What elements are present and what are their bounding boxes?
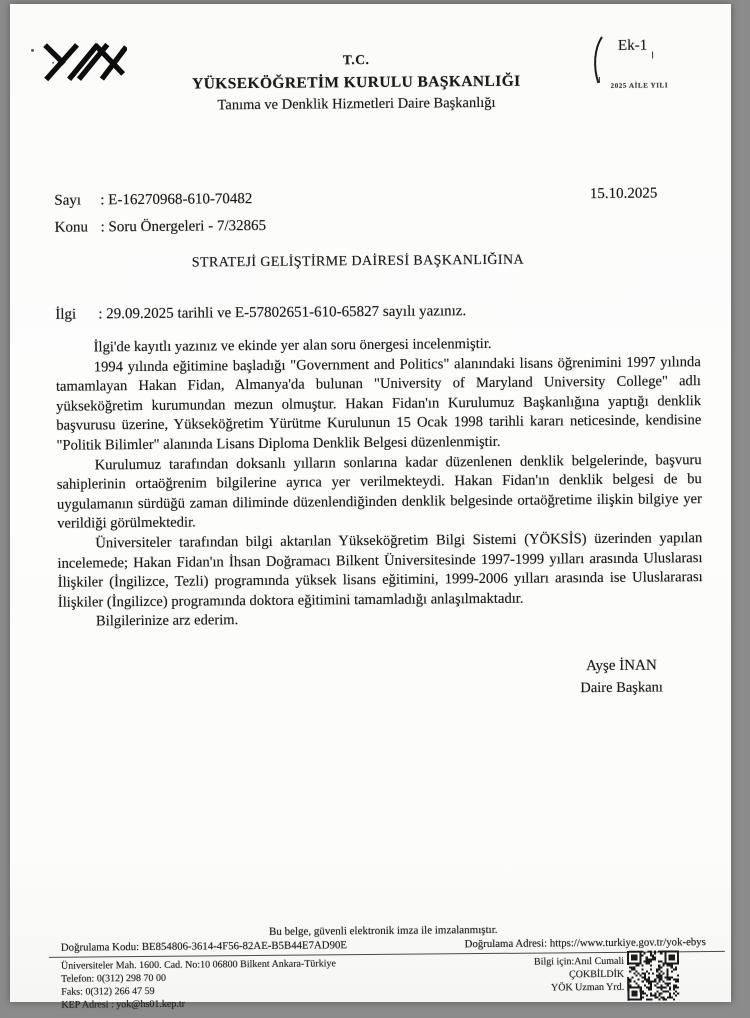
document-page (10, 4, 731, 1011)
konu-label: Konu (54, 219, 88, 236)
konu-value: : Soru Önergeleri - 7/32865 (100, 217, 267, 236)
contact-line: Bilgi için:Anıl Cumali (533, 955, 625, 968)
pen-mark-paren-icon (590, 35, 606, 85)
paragraph: Kurulumuz tarafından doksanlı yılların sonlarına kadar düzenlenen denklik belgelerinde, başvuru sahiplerinin ortaöğrenim bilgilerine ayrıca yer verilmekteydi. Hakan Fidan'ın denklik belgesi de bu uygulamanın sürdüğü zaman diliminde düzenlendiğinden denklik belgesinde ortaöğretime ilişkin bilgiye yer verildiği görülmektedir. (56, 451, 703, 533)
verification-code: Doğrulama Kodu: BE854806-3614-4F56-82AE-B5B44E7AD90E (60, 939, 347, 954)
letter-body (56, 333, 704, 633)
year-note: 2025 AİLE YILI (610, 81, 669, 90)
qr-code-icon (627, 950, 679, 1000)
attachment-label: Ek-1 (617, 37, 648, 54)
signer-name: Ayşe İNAN (585, 657, 657, 675)
paragraph: İlgi'de kayıtlı yazınız ve ekinde yer alan soru önergesi incelenmiştir. (93, 335, 492, 356)
contact-line: ÇOKBİLDİK (569, 968, 625, 981)
republic-label: T.C. (342, 51, 370, 68)
address-line: Üniversiteler Mah. 1600. Cad. No:10 06800 Bilkent Ankara-Türkiye (60, 958, 337, 972)
paragraph: 1994 yılında eğitimine başladığı "Government and Politics" alanındaki lisans öğrenimini 1997 yılında tamamlayan Hakan Fidan, Almanya'da bulunan "University of Maryland University College" adlı yükseköğretim kurumundan mezun olmuştur. Hakan Fidan'ın Kurulumuz Başkanlığına yaptığı denklik başvurusu üzerine, Yükseköğretim Yürütme Kurulunun 15 Ocak 1998 tarihli kararı neticesinde, kendisine "Politik Bilimler" alanında Lisans Diploma Denklik Belgesi düzenlenmiştir. (55, 353, 702, 454)
pen-dot-mark (31, 49, 34, 52)
contact-block (414, 955, 624, 996)
verification-address: Doğrulama Adresi: https://www.turkiye.gov.tr/yok-ebys (464, 936, 706, 951)
paragraph: Bilgilerinize arz ederim. (95, 612, 239, 630)
reference-label: İlgi (55, 306, 77, 323)
kep-line: KEP Adresi : yok@hs01.kep.tr (61, 998, 185, 1011)
reference-value: : 29.09.2025 tarihli ve E-57802651-610-65827 sayılı yazınız. (98, 303, 467, 323)
document-content (6, 1, 736, 1011)
esign-note: Bu belge, güvenli elektronik imza ile imzalanmıştır. (268, 923, 498, 938)
fax-line: Faks: 0(312) 266 47 59 (61, 985, 155, 998)
reference-row (55, 303, 466, 324)
signer-title: Daire Başkanı (580, 679, 663, 697)
contact-line: YÖK Uzman Yrd. (550, 981, 625, 994)
attachment-annotation (584, 29, 715, 102)
department-name: Tanıma ve Denklik Hizmetleri Daire Başkanlığı (217, 95, 496, 114)
sayi-row (54, 191, 252, 210)
pen-tick-mark (652, 52, 653, 59)
paragraph: Üniversiteler tarafından bilgi aktarılan Yükseköğretim Bilgi Sistemi (YÖKSİS) üzerinden yapılan incelemede; Hakan Fidan'ın İhsan Doğramacı Bilkent Üniversitesinde 1997-1999 yılları arasında Uluslarası İlişkiler (İngilizce, Tezli) programında yüksek lisans eğitimini, 1999-2006 yılları arasında ise Uluslararası İlişkiler (İngilizce) programında doktora eğitimini tamamladığı anlaşılmaktadır. (57, 530, 703, 611)
konu-row (55, 218, 267, 237)
document-date: 15.10.2025 (589, 185, 658, 203)
sayi-label: Sayı (54, 192, 82, 209)
letterhead (46, 49, 667, 115)
institution-name: YÜKSEKÖĞRETİM KURULU BAŞKANLIĞI (192, 72, 521, 93)
recipient-heading: STRATEJİ GELİŞTİRME DAİRESİ BAŞKANLIĞINA (191, 252, 525, 271)
phone-line: Telefon: 0(312) 298 70 00 (61, 972, 167, 985)
signature-block (481, 656, 750, 699)
sayi-value: : E-16270968-610-70482 (100, 191, 253, 209)
